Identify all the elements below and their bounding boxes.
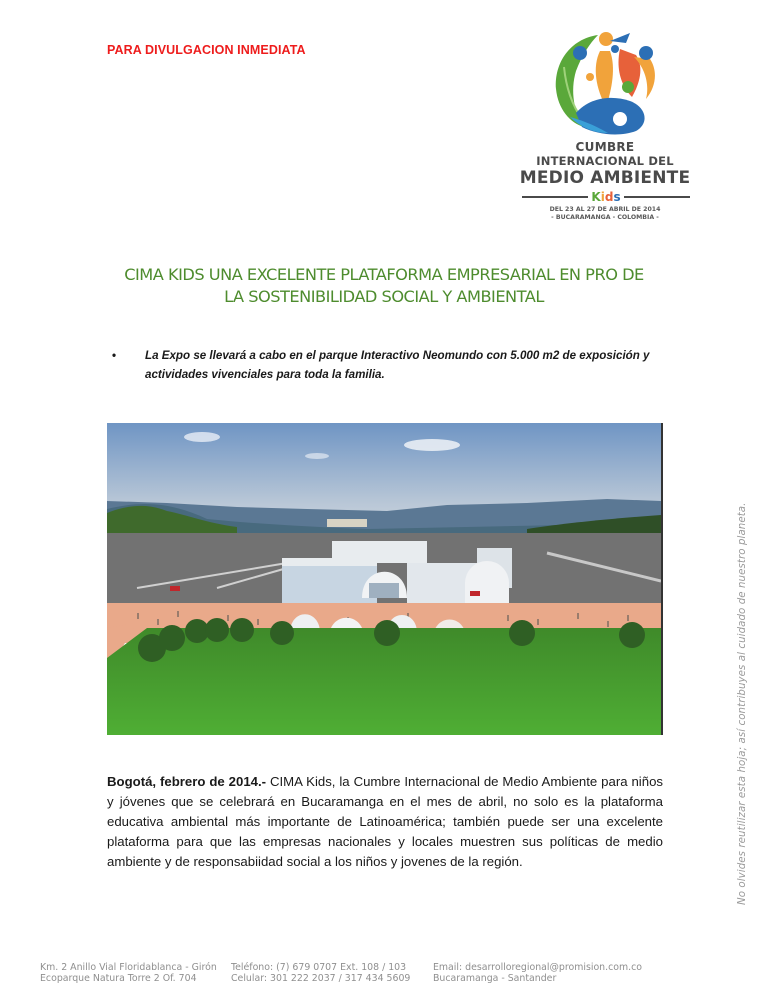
logo-kids-i: i	[600, 190, 605, 204]
footer-contact	[40, 962, 740, 992]
bullet-icon: •	[112, 349, 117, 362]
logo-kids-row	[522, 190, 690, 204]
logo-dates	[510, 206, 700, 222]
body-text: CIMA Kids, la Cumbre Internacional de Medio Ambiente para niños y jóvenes que se celebrará en Bucaramanga en el mes de abril, no solo es la plataforma educativa ambiental más importante de Latinoamérica; también puede ser una excelente plataforma para que las empresas nacionales y locales muestren sus políticas de medio ambiente y de responsabiidad social a los niños y jovenes de la región.	[107, 774, 663, 869]
headline-line-2: LA SOSTENIBILIDAD SOCIAL Y AMBIENTAL	[224, 287, 544, 306]
headline-line-1: CIMA KIDS UNA EXCELENTE PLATAFORMA EMPRESARIAL EN PRO DE	[124, 265, 644, 284]
logo-line-cumbre: CUMBRE	[575, 140, 635, 154]
footer-city-line: Bucaramanga - Santander	[433, 973, 557, 984]
logo-location: - BUCARAMANGA - COLOMBIA -	[551, 214, 659, 221]
footer-phone-line-1: Teléfono: (7) 679 0707 Ext. 108 / 103	[231, 962, 407, 973]
logo-emblem-icon	[550, 27, 662, 137]
footer-email	[433, 962, 642, 984]
logo-line-internacional: INTERNACIONAL DEL	[536, 154, 674, 168]
park-rendering-image	[107, 423, 663, 735]
footer-email-line: Email: desarrolloregional@promision.com.co	[433, 962, 642, 973]
logo-kids-wordmark	[588, 190, 623, 204]
release-label: PARA DIVULGACION INMEDIATA	[107, 43, 306, 57]
recycling-side-note: No olvides reutilizar esta hoja; así contribuyes al cuidado de nuestro planeta.	[737, 502, 748, 905]
footer-phone-line-2: Celular: 301 222 2037 / 317 434 5609	[231, 973, 411, 984]
logo-line-medio-ambiente: MEDIO AMBIENTE	[519, 168, 691, 188]
footer-address-line-2: Ecoparque Natura Torre 2 Of. 704	[40, 973, 197, 984]
event-logo	[510, 22, 700, 230]
highlight-item	[112, 346, 672, 384]
highlight-list	[112, 346, 672, 384]
logo-rule-right	[624, 196, 690, 198]
logo-rule-left	[522, 196, 588, 198]
footer-address	[40, 962, 217, 984]
logo-kids-k: K	[591, 190, 601, 204]
footer-address-line-1: Km. 2 Anillo Vial Floridablanca - Girón	[40, 962, 217, 973]
logo-kids-s: s	[613, 190, 621, 204]
dateline: Bogotá, febrero de 2014.-	[107, 774, 267, 789]
highlight-text: La Expo se llevará a cabo en el parque Interactivo Neomundo con 5.000 m2 de exposición y actividades vivenciales para toda la familia.	[145, 349, 650, 381]
footer-phones	[231, 962, 410, 984]
park-rendering-illustration	[107, 423, 661, 735]
logo-date-range: DEL 23 AL 27 DE ABRIL DE 2014	[549, 206, 661, 213]
body-paragraph	[107, 772, 663, 872]
headline	[100, 264, 668, 308]
logo-kids-d: d	[604, 190, 614, 204]
